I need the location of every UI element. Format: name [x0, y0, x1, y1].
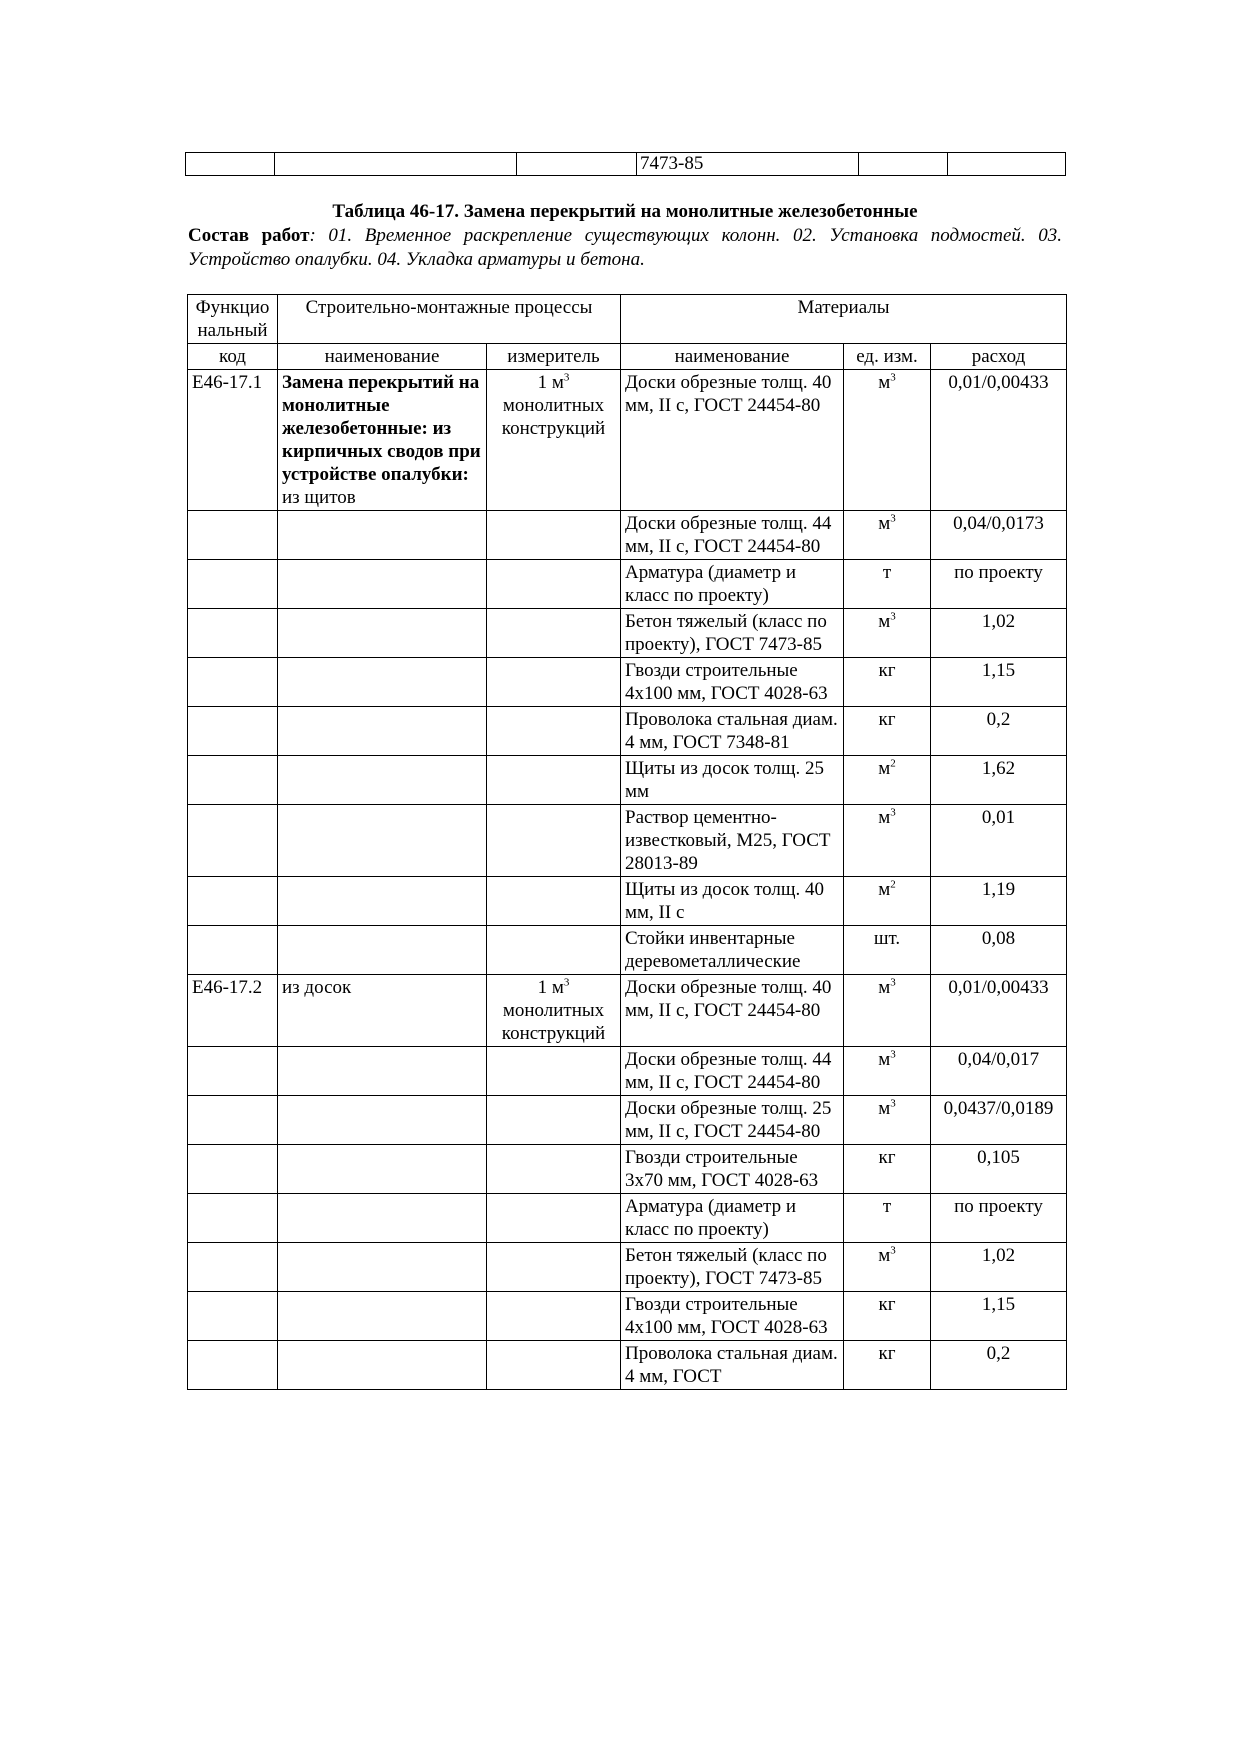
material-qty-cell [931, 658, 1067, 707]
unit-superscript: 2 [890, 757, 896, 770]
material-qty: 1,15 [981, 1294, 1016, 1315]
process-name-cell [278, 756, 487, 805]
code-cell [188, 877, 278, 926]
code-cell [188, 1292, 278, 1341]
measure-superscript: 3 [563, 976, 570, 989]
measure-cell [487, 560, 621, 609]
unit-superscript: 3 [890, 512, 896, 525]
material-name: Доски обрезные толщ. 40 мм, II с, ГОСТ 24454-80 [625, 977, 832, 1021]
table-row [188, 707, 1067, 756]
material-name-cell [621, 1194, 844, 1243]
material-name-cell [621, 1145, 844, 1194]
material-unit: кг [878, 1147, 896, 1168]
measure-cell [487, 511, 621, 560]
material-qty: 1,15 [981, 660, 1016, 681]
table-body [188, 370, 1067, 1390]
material-qty: по проекту [954, 1196, 1043, 1217]
measure-cell [487, 658, 621, 707]
material-name-cell [621, 877, 844, 926]
header-row [188, 344, 1067, 370]
measure-cell [487, 1194, 621, 1243]
code-cell [188, 1047, 278, 1096]
header-mat-unit: ед. изм. [844, 344, 931, 370]
material-qty-cell [931, 805, 1067, 877]
material-qty: 1,02 [981, 1245, 1016, 1266]
material-unit: т [882, 1196, 892, 1217]
code-cell [188, 805, 278, 877]
material-name-cell [621, 658, 844, 707]
material-unit-cell [844, 1292, 931, 1341]
process-name: из досок [282, 977, 352, 998]
code-cell [188, 756, 278, 805]
process-name-cell [278, 877, 487, 926]
table-row [188, 877, 1067, 926]
code-cell [188, 609, 278, 658]
code-cell [188, 707, 278, 756]
unit-superscript: 3 [890, 1097, 896, 1110]
process-name-cell [278, 805, 487, 877]
code-cell [188, 1243, 278, 1292]
process-name-cell [278, 1096, 487, 1145]
process-name-cell [278, 1341, 487, 1390]
material-unit-cell [844, 707, 931, 756]
process-name-cell [278, 609, 487, 658]
measure-cell [487, 609, 621, 658]
measure-cell [487, 805, 621, 877]
material-qty-cell [931, 877, 1067, 926]
material-name-cell [621, 756, 844, 805]
material-unit-cell [844, 609, 931, 658]
material-name: Проволока стальная диам. 4 мм, ГОСТ 7348-81 [625, 709, 838, 753]
material-unit: м [878, 1245, 891, 1266]
material-name: Доски обрезные толщ. 40 мм, II с, ГОСТ 24454-80 [625, 372, 832, 416]
material-qty-cell [931, 1145, 1067, 1194]
material-name: Гвозди строительные 4x100 мм, ГОСТ 4028-63 [625, 660, 828, 704]
composition-label: Состав работ [188, 225, 310, 246]
material-name-cell [621, 560, 844, 609]
table-row [188, 756, 1067, 805]
material-unit-cell [844, 560, 931, 609]
material-unit-cell [844, 805, 931, 877]
measure-cell [487, 370, 621, 511]
unit-superscript: 3 [890, 976, 896, 989]
table-row [188, 370, 1067, 511]
material-qty-cell [931, 975, 1067, 1047]
material-name-cell [621, 975, 844, 1047]
table-cell [948, 153, 1066, 176]
work-composition [188, 224, 1062, 272]
table-title: Таблица 46-17. Замена перекрытий на монолитные железобетонные [332, 201, 918, 222]
measure-value: 1 м [537, 977, 564, 998]
header-materials: Материалы [621, 295, 1067, 344]
unit-superscript: 3 [890, 1048, 896, 1061]
table-cell [186, 153, 275, 176]
material-unit: т [882, 562, 892, 583]
material-unit: кг [878, 1294, 896, 1315]
material-qty: 0,01/0,00433 [948, 977, 1049, 998]
material-qty-cell [931, 1047, 1067, 1096]
measure-unit: монолитных конструкций [501, 395, 606, 439]
process-name-cell [278, 1145, 487, 1194]
material-unit-cell [844, 1243, 931, 1292]
process-name-cell [278, 707, 487, 756]
material-unit: м [878, 611, 891, 632]
process-name-cell [278, 370, 487, 511]
material-qty: 1,62 [981, 758, 1016, 779]
material-name-cell [621, 926, 844, 975]
code-cell [188, 511, 278, 560]
material-name-cell [621, 1096, 844, 1145]
material-qty-cell [931, 609, 1067, 658]
material-unit-cell [844, 1194, 931, 1243]
material-qty: 1,02 [981, 611, 1016, 632]
material-name-cell [621, 609, 844, 658]
table-cell [859, 153, 948, 176]
table-cell: 7473-85 [637, 153, 859, 176]
header-row [188, 295, 1067, 344]
material-name: Щиты из досок толщ. 25 мм [625, 758, 825, 802]
material-qty-cell [931, 756, 1067, 805]
material-unit-cell [844, 1047, 931, 1096]
table-row [188, 1243, 1067, 1292]
unit-superscript: 2 [890, 878, 896, 891]
table-row [188, 609, 1067, 658]
material-qty-cell [931, 511, 1067, 560]
material-unit: кг [878, 660, 896, 681]
material-name: Щиты из досок толщ. 40 мм, II с [625, 879, 825, 923]
material-qty-cell [931, 707, 1067, 756]
table-row [188, 975, 1067, 1047]
code-cell [188, 1194, 278, 1243]
material-unit: шт. [873, 928, 901, 949]
measure-cell [487, 877, 621, 926]
material-name: Арматура (диаметр и класс по проекту) [625, 1196, 797, 1240]
material-unit: м [878, 807, 891, 828]
material-qty-cell [931, 1096, 1067, 1145]
unit-superscript: 3 [890, 806, 896, 819]
material-name-cell [621, 805, 844, 877]
material-qty: 0,01/0,00433 [948, 372, 1049, 393]
function-code: Е46-17.2 [192, 977, 263, 998]
material-qty: 0,04/0,017 [957, 1049, 1040, 1070]
material-name: Стойки инвентарные деревометаллические [625, 928, 801, 972]
header-proc-name: наименование [278, 344, 487, 370]
material-name: Бетон тяжелый (класс по проекту), ГОСТ 7473-85 [625, 1245, 827, 1289]
material-name-cell [621, 1292, 844, 1341]
measure-unit: монолитных конструкций [501, 1000, 606, 1044]
table-row [188, 805, 1067, 877]
material-qty: 0,08 [981, 928, 1016, 949]
process-name-cell [278, 511, 487, 560]
measure-cell [487, 1047, 621, 1096]
measure-cell [487, 926, 621, 975]
header-func-code-2: код [188, 344, 278, 370]
material-qty: 0,04/0,0173 [953, 513, 1044, 534]
measure-cell [487, 1341, 621, 1390]
material-unit: м [878, 758, 891, 779]
code-cell [188, 560, 278, 609]
unit-superscript: 3 [890, 610, 896, 623]
material-unit-cell [844, 1341, 931, 1390]
header-mat-name: наименование [621, 344, 844, 370]
material-name: Бетон тяжелый (класс по проекту), ГОСТ 7473-85 [625, 611, 827, 655]
measure-cell [487, 707, 621, 756]
material-unit-cell [844, 370, 931, 511]
material-qty-cell [931, 560, 1067, 609]
material-unit-cell [844, 658, 931, 707]
measure-cell [487, 1145, 621, 1194]
material-qty-cell [931, 1292, 1067, 1341]
header-mat-consumption: расход [931, 344, 1067, 370]
code-cell [188, 1341, 278, 1390]
material-name: Гвозди строительные 3x70 мм, ГОСТ 4028-63 [625, 1147, 819, 1191]
measure-cell [487, 975, 621, 1047]
material-unit: м [878, 879, 891, 900]
process-name: из щитов [282, 487, 356, 508]
measure-cell [487, 1292, 621, 1341]
table-row [188, 511, 1067, 560]
material-qty: 0,2 [986, 1343, 1011, 1364]
table-row [188, 1194, 1067, 1243]
material-qty: 1,19 [981, 879, 1016, 900]
norms-table [187, 294, 1067, 1390]
header-processes: Строительно-монтажные процессы [278, 295, 621, 344]
material-unit: м [878, 1098, 891, 1119]
table-row [188, 658, 1067, 707]
code-cell [188, 658, 278, 707]
code-cell [188, 370, 278, 511]
material-name-cell [621, 370, 844, 511]
table-row [188, 1096, 1067, 1145]
material-unit-cell [844, 1145, 931, 1194]
table-row [188, 926, 1067, 975]
code-cell [188, 1096, 278, 1145]
material-name-cell [621, 1341, 844, 1390]
material-name-cell [621, 1243, 844, 1292]
material-name-cell [621, 1047, 844, 1096]
material-unit: м [878, 513, 891, 534]
material-name: Доски обрезные толщ. 44 мм, II с, ГОСТ 24454-80 [625, 1049, 832, 1093]
measure-superscript: 3 [563, 371, 570, 384]
material-unit: кг [878, 1343, 896, 1364]
material-name-cell [621, 707, 844, 756]
material-qty-cell [931, 926, 1067, 975]
process-name-cell [278, 658, 487, 707]
composition-text: : 01. Временное раскрепление существующих колонн. 02. Установка подмостей. 03. Устройство опалубки. 04. Укладка арматуры и бетона. [188, 225, 1062, 270]
material-unit: м [878, 977, 891, 998]
function-code: Е46-17.1 [192, 372, 263, 393]
material-name: Доски обрезные толщ. 44 мм, II с, ГОСТ 24454-80 [625, 513, 832, 557]
process-name-cell [278, 560, 487, 609]
table-row [188, 1292, 1067, 1341]
material-unit-cell [844, 926, 931, 975]
material-qty-cell [931, 370, 1067, 511]
process-name-bold: Замена перекрытий на монолитные железобетонные: из кирпичных сводов при устройстве опалубки: [282, 372, 481, 485]
material-unit-cell [844, 511, 931, 560]
material-qty: 0,0437/0,0189 [943, 1098, 1054, 1119]
material-qty: 0,105 [977, 1147, 1020, 1168]
code-cell [188, 975, 278, 1047]
table-row [188, 1341, 1067, 1390]
material-unit-cell [844, 877, 931, 926]
code-cell [188, 926, 278, 975]
material-qty: по проекту [954, 562, 1043, 583]
material-unit-cell [844, 756, 931, 805]
material-name-cell [621, 511, 844, 560]
process-name-cell [278, 1047, 487, 1096]
material-qty-cell [931, 1243, 1067, 1292]
measure-cell [487, 756, 621, 805]
material-qty: 0,2 [986, 709, 1011, 730]
material-name: Доски обрезные толщ. 25 мм, II с, ГОСТ 24454-80 [625, 1098, 832, 1142]
table-cell [275, 153, 517, 176]
material-qty-cell [931, 1341, 1067, 1390]
unit-superscript: 3 [890, 1244, 896, 1257]
table-row [186, 153, 1066, 176]
material-name: Проволока стальная диам. 4 мм, ГОСТ [625, 1343, 838, 1387]
material-name: Арматура (диаметр и класс по проекту) [625, 562, 797, 606]
header-func-code: Функцио нальный [188, 295, 278, 344]
material-unit-cell [844, 975, 931, 1047]
material-unit: кг [878, 709, 896, 730]
measure-cell [487, 1243, 621, 1292]
process-name-cell [278, 1243, 487, 1292]
unit-superscript: 3 [890, 371, 896, 384]
process-name-cell [278, 1292, 487, 1341]
table-row [188, 1145, 1067, 1194]
material-unit: м [878, 1049, 891, 1070]
material-name: Гвозди строительные 4x100 мм, ГОСТ 4028-63 [625, 1294, 828, 1338]
measure-value: 1 м [537, 372, 564, 393]
process-name-cell [278, 975, 487, 1047]
process-name-cell [278, 926, 487, 975]
material-name: Раствор цементно-известковый, М25, ГОСТ 28013-89 [625, 807, 831, 874]
material-unit-cell [844, 1096, 931, 1145]
material-unit: м [878, 372, 891, 393]
table-row [188, 1047, 1067, 1096]
header-proc-measure: измеритель [487, 344, 621, 370]
material-qty: 0,01 [981, 807, 1016, 828]
previous-table-fragment [185, 152, 1066, 176]
process-name-cell [278, 1194, 487, 1243]
material-qty-cell [931, 1194, 1067, 1243]
code-cell [188, 1145, 278, 1194]
measure-cell [487, 1096, 621, 1145]
table-row [188, 560, 1067, 609]
table-cell [517, 153, 637, 176]
